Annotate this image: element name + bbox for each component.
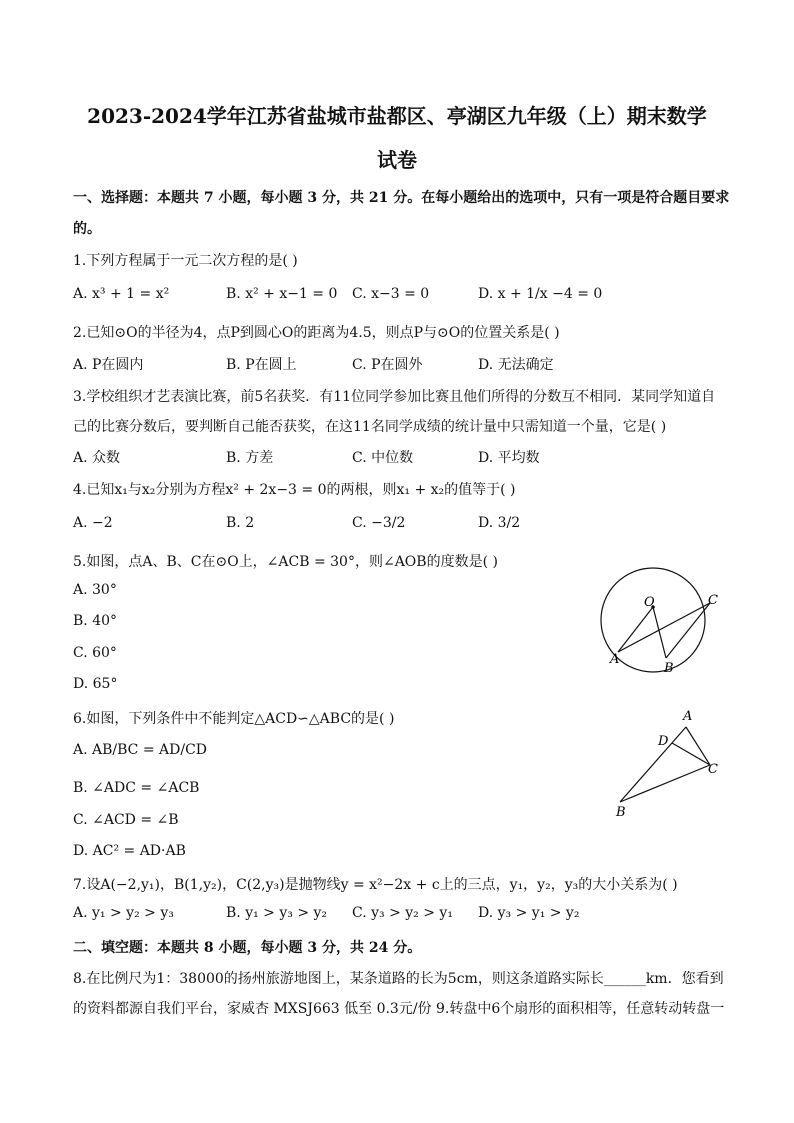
q7-stem: 7.设A(−2,y₁)，B(1,y₂)，C(2,y₃)是抛物线y = x²−2x + c上的三点，y₁，y₂，y₃的大小关系为( ) <box>73 877 678 893</box>
q6-segment-ac <box>686 727 710 765</box>
q5-stem: 5.如图，点A、B、C在⊙O上，∠ACB = 30°，则∠AOB的度数是( ) <box>73 554 498 570</box>
q4-option-d: D. 3/2 <box>478 515 521 531</box>
q5-option-d: D. 65° <box>73 676 118 692</box>
q6-segment-bc <box>620 765 710 802</box>
q5-segment-oa <box>618 607 653 652</box>
section2-heading: 二、填空题：本题共 8 小题，每小题 3 分，共 24 分。 <box>73 940 422 956</box>
q5-option-c: C. 60° <box>73 645 117 661</box>
q2-option-c: C. P在圆外 <box>352 357 423 373</box>
q6-label-a: A <box>683 709 693 724</box>
q6-option-a: A. AB/BC = AD/CD <box>73 742 208 758</box>
q7-option-a: A. y₁ > y₂ > y₃ <box>73 905 174 921</box>
q6-option-b: B. ∠ADC = ∠ACB <box>73 780 200 796</box>
q4-stem: 4.已知x₁与x₂分别为方程x² + 2x−3 = 0的两根，则x₁ + x₂的值等于( ) <box>73 482 516 498</box>
q1-option-d: D. x + 1/x −4 = 0 <box>478 286 603 302</box>
q3-option-d: D. 平均数 <box>478 450 540 466</box>
q2-stem: 2.已知⊙O的半径为4，点P到圆心O的距离为4.5，则点P与⊙O的位置关系是( ) <box>73 325 560 341</box>
q6-label-c: C <box>708 762 718 777</box>
q3-stem-line2: 己的比赛分数后，要判断自己能否获奖，在这11名同学成绩的统计量中只需知道一个量，它是( ) <box>73 419 667 435</box>
q5-label-c: C <box>708 593 718 608</box>
q7-option-b: B. y₁ > y₃ > y₂ <box>226 905 328 921</box>
q2-option-a: A. P在圆内 <box>73 357 144 373</box>
q6-label-d: D <box>658 734 669 749</box>
q6-option-d: D. AC² = AD·AB <box>73 843 186 859</box>
q4-option-b: B. 2 <box>226 515 255 531</box>
q8-line1: 8.在比例尺为1：38000的扬州旅游地图上，某条道路的长为5cm，则这条道路实际长______km．您看到 <box>73 971 724 987</box>
q7-option-c: C. y₃ > y₂ > y₁ <box>352 905 453 921</box>
q5-option-a: A. 30° <box>73 582 117 598</box>
q1-option-c: C. x−3 = 0 <box>352 286 430 302</box>
q8-line2: 的资料都源自我们平台，家威杏 MXSJ663 低至 0.3元/份 9.转盘中6个扇形的面积相等，任意转动转盘一 <box>73 1001 725 1017</box>
q6-label-b: B <box>616 805 626 820</box>
q5-label-b: B <box>664 661 674 676</box>
q1-option-b: B. x² + x−1 = 0 <box>226 286 338 302</box>
section1-heading-line2: 的。 <box>73 221 101 237</box>
q3-stem-line1: 3.学校组织才艺表演比赛，前5名获奖．有11位同学参加比赛且他们所得的分数互不相同．某同学知道自 <box>73 389 716 405</box>
q5-circle-figure <box>590 560 740 680</box>
q5-label-o: O <box>644 595 655 610</box>
q3-option-b: B. 方差 <box>226 450 274 466</box>
q5-option-b: B. 40° <box>73 613 118 629</box>
q2-option-b: B. P在圆上 <box>226 357 297 373</box>
q5-label-a: A <box>610 652 620 667</box>
q6-stem: 6.如图，下列条件中不能判定△ACD∽△ABC的是( ) <box>73 711 395 727</box>
section1-heading-line1: 一、选择题：本题共 7 小题，每小题 3 分，共 21 分。在每小题给出的选项中，只有一项是符合题目要求 <box>73 190 730 206</box>
q4-option-a: A. −2 <box>73 515 113 531</box>
q7-option-d: D. y₃ > y₁ > y₂ <box>478 905 580 921</box>
q3-option-c: C. 中位数 <box>352 450 414 466</box>
q6-segment-dc <box>672 743 710 765</box>
q6-triangle-figure <box>608 705 738 825</box>
exam-title-line1: 2023-2024学年江苏省盐城市盐都区、亭湖区九年级（上）期末数学 <box>87 104 707 128</box>
exam-title-line2: 试卷 <box>377 148 417 172</box>
q6-segment-ab <box>620 727 686 802</box>
q4-option-c: C. −3/2 <box>352 515 406 531</box>
q1-option-a: A. x³ + 1 = x² <box>73 286 170 302</box>
q1-stem: 1.下列方程属于一元二次方程的是( ) <box>73 253 298 269</box>
q2-option-d: D. 无法确定 <box>478 357 554 373</box>
q3-option-a: A. 众数 <box>73 450 121 466</box>
q5-segment-ac <box>618 603 710 652</box>
q6-option-c: C. ∠ACD = ∠B <box>73 812 179 828</box>
